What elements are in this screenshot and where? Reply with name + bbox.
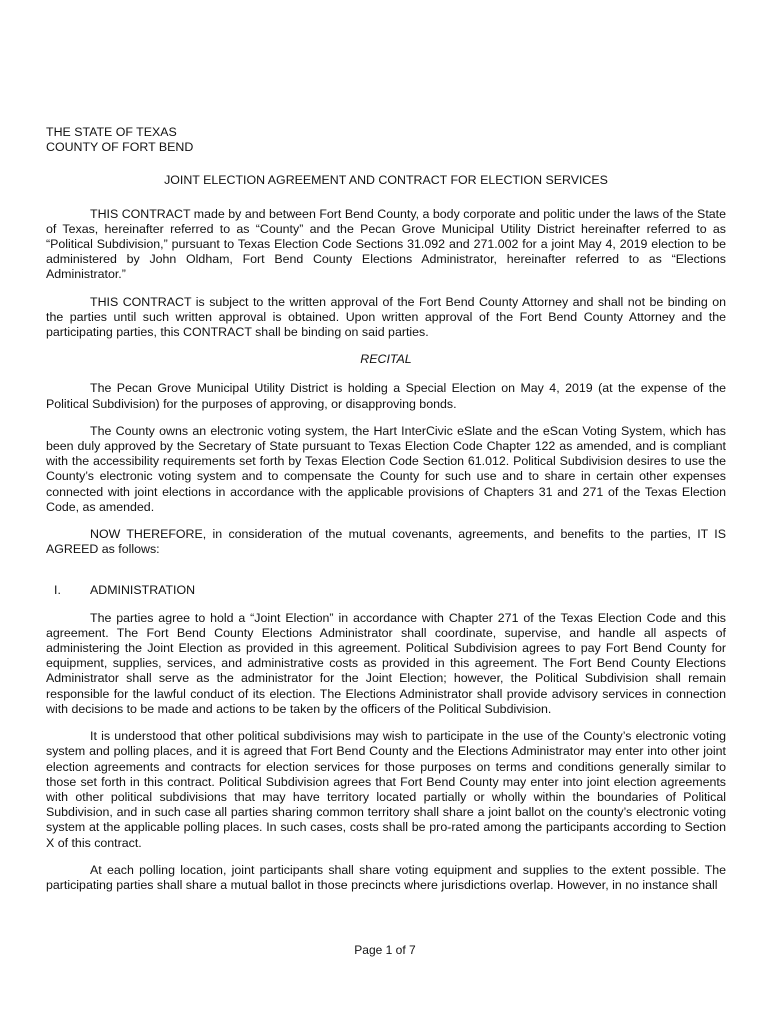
- county-line: COUNTY OF FORT BEND: [46, 140, 194, 155]
- recital-paragraph: The County owns an electronic voting system, the Hart InterCivic eSlate and the eScan Voting System, which has been duly approved by the Secretary of State pursuant to Texas Election Code Chapter 122 as amended, and is compliant with the accessibility requirements set forth by Texas Election Code Section 61.012. Political Subdivision desires to use the County’s electronic voting system and to compensate the County for such use and to share in certain other expenses connected with joint elections in accordance with the applicable provisions of Chapters 31 and 271 of the Texas Election Code, as amended.: [46, 423, 726, 514]
- section-paragraph: The parties agree to hold a “Joint Election” in accordance with Chapter 271 of the Texas Election Code and this agreement. The Fort Bend County Elections Administrator shall coordinate, supervise, and handle all aspects of administering the Joint Election as provided in this agreement. Political Subdivision agrees to pay Fort Bend County for equipment, supplies, services, and administrative costs as provided in this agreement. The Fort Bend County Elections Administrator shall serve as the administrator for the Joint Election; however, the Political Subdivision shall remain responsible for the lawful conduct of its election. The Elections Administrator shall provide advisory services in connection with decisions to be made and actions to be taken by the officers of the Political Subdivision.: [46, 610, 726, 716]
- section-paragraph: At each polling location, joint participants shall share voting equipment and supplies to the extent possible. The participating parties shall share a mutual ballot in those precincts where jurisdictions overlap. However, in no instance shall: [46, 862, 726, 892]
- section-paragraph: It is understood that other political subdivisions may wish to participate in the use of the County’s electronic voting system and polling places, and it is agreed that Fort Bend County and the Elections Administrator may enter into other joint election agreements and contracts for election services for those purposes on terms and conditions generally similar to those set forth in this contract. Political Subdivision agrees that Fort Bend County may enter into joint election agreements with other political subdivisions that may have territory located partially or wholly within the boundaries of Political Subdivision, and in such case all parties sharing common territory shall share a joint ballot on the county’s electronic voting system at the applicable polling places. In such cases, costs shall be pro-rated among the participants according to Section X of this contract.: [46, 729, 726, 850]
- document-title: JOINT ELECTION AGREEMENT AND CONTRACT FOR ELECTION SERVICES: [164, 173, 608, 188]
- recital-paragraph: The Pecan Grove Municipal Utility District is holding a Special Election on May 4, 2019 (at the expense of the Political Subdivision) for the purposes of approving, or disapproving bonds.: [46, 381, 726, 411]
- section-title: ADMINISTRATION: [90, 583, 196, 598]
- section-heading: [54, 583, 726, 598]
- state-line: THE STATE OF TEXAS: [46, 125, 177, 139]
- document-body: [46, 125, 726, 905]
- section-number: I.: [54, 583, 61, 598]
- recital-paragraph: NOW THEREFORE, in consideration of the mutual covenants, agreements, and benefits to the parties, IT IS AGREED as follows:: [46, 527, 726, 557]
- intro-paragraph: THIS CONTRACT is subject to the written approval of the Fort Bend County Attorney and shall not be binding on the parties until such written approval is obtained. Upon written approval of the Fort Bend County Attorney and the participating parties, this CONTRACT shall be binding on said parties.: [46, 294, 726, 340]
- intro-paragraph: THIS CONTRACT made by and between Fort Bend County, a body corporate and politic under the laws of the State of Texas, hereinafter referred to as “County” and the Pecan Grove Municipal Utility District hereinafter referred to as “Political Subdivision,” pursuant to Texas Election Code Sections 31.092 and 271.002 for a joint May 4, 2019 election to be administered by John Oldham, Fort Bend County Elections Administrator, hereinafter referred to as “Elections Administrator.”: [46, 206, 726, 282]
- recital-heading: RECITAL: [360, 352, 412, 367]
- page-footer: Page 1 of 7: [354, 943, 416, 957]
